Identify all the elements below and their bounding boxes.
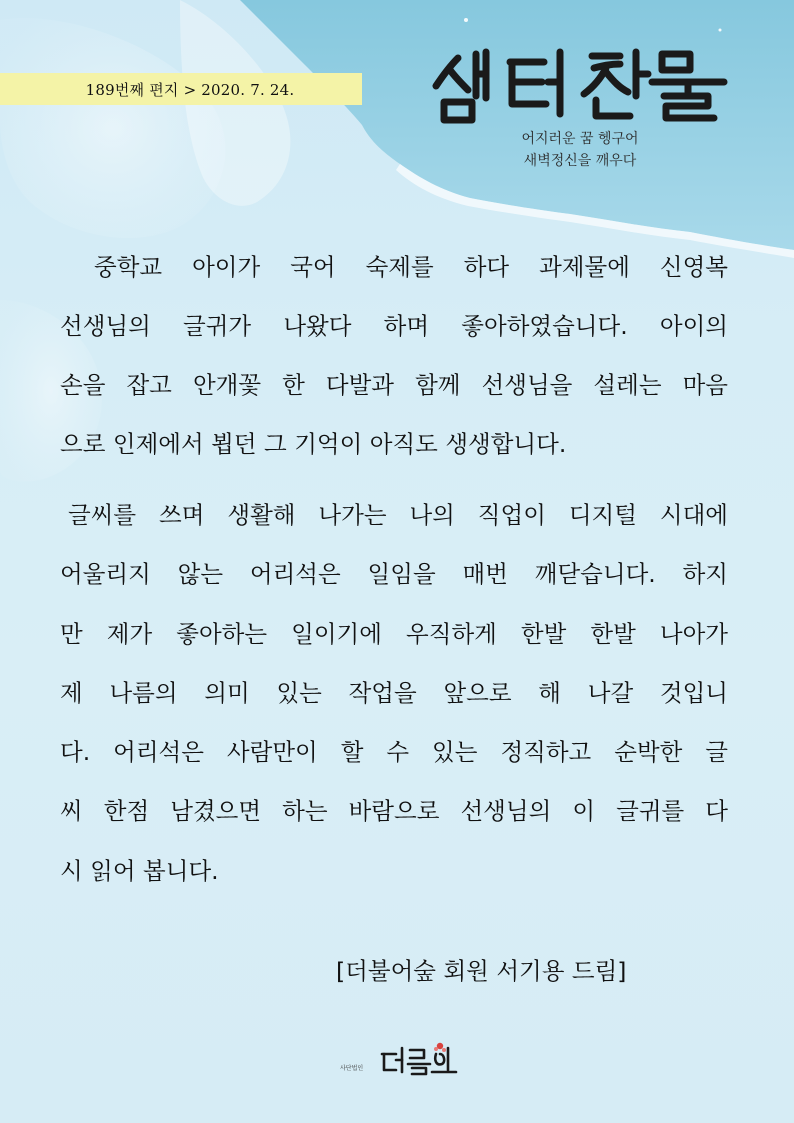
paragraph-2 xyxy=(60,486,728,901)
paragraph-2-line-2: 어울리지 않는 어리석은 일임을 매번 깨닫습니다. 하지 xyxy=(60,560,728,589)
paragraph-1-line-2: 선생님의 글귀가 나왔다 하며 좋아하였습니다. 아이의 xyxy=(60,312,728,340)
paragraph-2-line-6: 씨 한점 남겼으면 하는 바람으로 선생님의 이 글귀를 다 xyxy=(60,797,728,826)
paragraph-1-line-3: 손을 잡고 안개꽃 한 다발과 함께 선생님을 설레는 마음 xyxy=(60,371,728,399)
paragraph-1 xyxy=(60,238,728,474)
paragraph-2-line-3: 만 제가 좋아하는 일이기에 우직하게 한발 한발 나아가 xyxy=(60,619,728,648)
paragraph-1-line-4: 으로 인제에서 뵙던 그 기억이 아직도 생생합니다. xyxy=(60,430,567,458)
paragraph-1-line-1: 중학교 아이가 국어 숙제를 하다 과제물에 신영복 xyxy=(94,253,728,281)
letter-number-date-tag xyxy=(0,73,362,105)
subtitle-line-1: 어지러운 꿈 헹구어 xyxy=(521,131,639,147)
paragraph-2-line-4: 제 나름의 의미 있는 작업을 앞으로 해 나갈 것입니 xyxy=(60,678,728,707)
paragraph-2-line-1: 글씨를 쓰며 생활해 나가는 나의 직업이 디지털 시대에 xyxy=(68,501,728,529)
paragraph-2-line-7: 시 읽어 봅니다. xyxy=(60,856,219,885)
subtitle xyxy=(480,128,680,172)
organization-logo xyxy=(340,1040,460,1080)
organization-type-label: 사단법인 xyxy=(340,1065,364,1072)
signature: [더불어숲 회원 서기용 드림] xyxy=(336,957,627,985)
letter-tag-text: 189번째 편지 > 2020. 7. 24. xyxy=(85,80,295,99)
letter-body xyxy=(60,238,728,901)
subtitle-line-2: 새벽정신을 깨우다 xyxy=(523,153,637,169)
paragraph-2-line-5: 다. 어리석은 사람만이 할 수 있는 정직하고 순박한 글 xyxy=(60,738,728,767)
title-calligraphy-logo xyxy=(424,44,734,124)
